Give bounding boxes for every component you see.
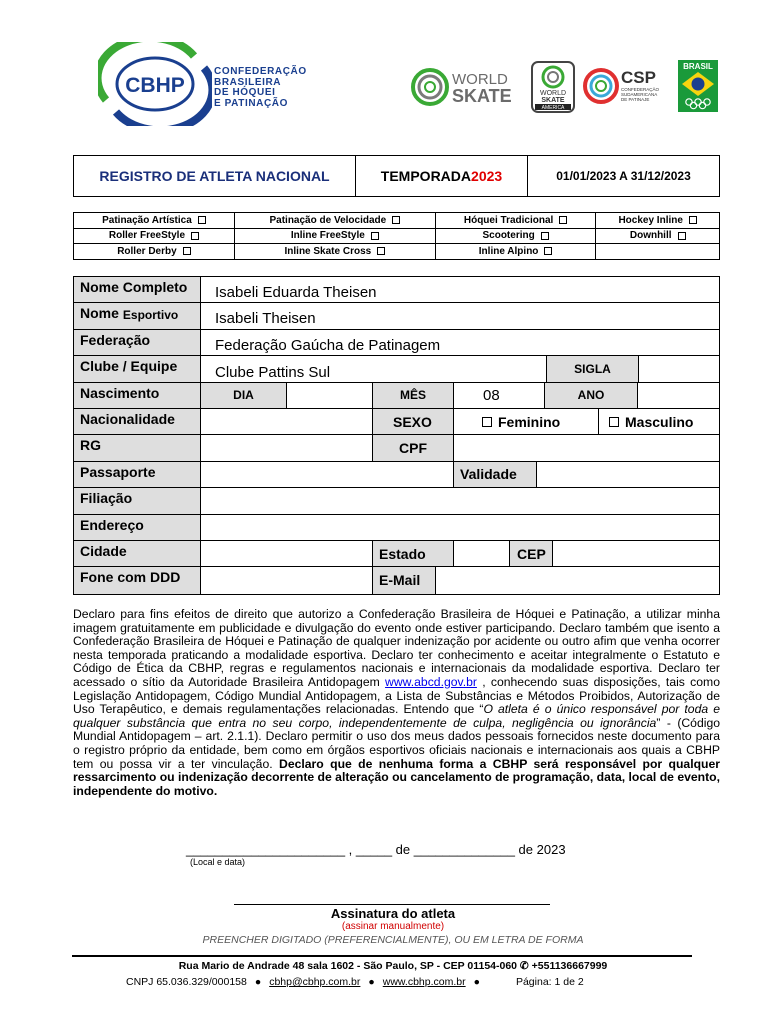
option-feminino[interactable]: Feminino (454, 409, 599, 434)
ws-world: WORLD (452, 71, 508, 88)
modality-patinacao-velocidade[interactable]: Patinação de Velocidade (234, 213, 435, 229)
field-rg[interactable] (201, 435, 373, 460)
modalities-table (73, 212, 720, 260)
checkbox-icon (541, 232, 549, 240)
field-mes[interactable]: 08 (454, 383, 545, 408)
label-cidade: Cidade (74, 541, 201, 566)
modality-empty (596, 244, 720, 260)
row-nome-completo (74, 277, 719, 303)
field-ano[interactable] (638, 383, 719, 408)
field-passaporte[interactable] (201, 462, 454, 487)
field-federacao[interactable]: Federação Gaúcha de Patinagem (215, 336, 441, 354)
temporada-title: TEMPORADA 2023 (356, 156, 528, 196)
checkbox-icon (191, 232, 199, 240)
modality-inline-alpino[interactable]: Inline Alpino (435, 244, 596, 260)
modality-patinacao-artistica[interactable]: Patinação Artística (74, 213, 235, 229)
label-endereco: Endereço (74, 515, 201, 540)
field-dia[interactable] (287, 383, 373, 408)
cob-brasil-logo (678, 60, 718, 112)
label-ano: ANO (545, 383, 638, 408)
label-validade: Validade (454, 462, 537, 487)
modality-inline-skate-cross[interactable]: Inline Skate Cross (234, 244, 435, 260)
row-nome-esportivo (74, 303, 719, 329)
option-masculino[interactable]: Masculino (599, 409, 719, 434)
title-row (73, 155, 720, 197)
row-nacionalidade (74, 409, 719, 435)
abcd-link[interactable]: www.abcd.gov.br (385, 674, 477, 689)
modality-hockey-inline[interactable]: Hockey Inline (596, 213, 720, 229)
label-filiacao: Filiação (74, 488, 201, 513)
field-clube[interactable]: Clube Pattins Sul (201, 356, 547, 381)
modality-roller-derby[interactable]: Roller Derby (74, 244, 235, 260)
footer-email-link[interactable]: cbhp@cbhp.com.br (269, 976, 361, 988)
footer-address: Rua Mario de Andrade 48 sala 1602 - São Paulo, SP - CEP 01154-060 ✆ +551136667999 (178, 960, 608, 972)
athlete-form (73, 276, 720, 595)
checkbox-icon (559, 216, 567, 224)
checkbox-icon (609, 417, 619, 427)
svg-text:SKATE: SKATE (541, 97, 565, 104)
label-federacao: Federação (74, 330, 201, 355)
label-mes: MÊS (373, 383, 454, 408)
modality-inline-freestyle[interactable]: Inline FreeStyle (234, 228, 435, 244)
row-federacao (74, 330, 719, 356)
label-email: E-Mail (373, 567, 436, 593)
label-estado: Estado (373, 541, 454, 566)
world-skate-logo (410, 66, 522, 108)
signature-line (234, 904, 550, 905)
svg-text:DE PATINAJE: DE PATINAJE (621, 97, 650, 102)
footer-site-link[interactable]: www.cbhp.com.br (382, 976, 466, 988)
label-cep: CEP (510, 541, 553, 566)
signature-title: Assinatura do atleta (330, 906, 456, 921)
label-cpf: CPF (373, 435, 454, 460)
bullet-icon: ● (368, 976, 375, 988)
checkbox-icon (678, 232, 686, 240)
checkbox-icon (689, 216, 697, 224)
cbhp-name: CONFEDERAÇÃO BRASILEIRA DE HÓQUEI E PATINAÇÃO (214, 66, 307, 109)
field-nome-completo[interactable]: Isabeli Eduarda Theisen (215, 284, 377, 301)
field-fone[interactable] (201, 567, 373, 593)
label-sigla: SIGLA (547, 356, 639, 381)
modality-scootering[interactable]: Scootering (435, 228, 596, 244)
field-cep[interactable] (553, 541, 719, 566)
row-endereco (74, 515, 719, 541)
fill-instruction: PREENCHER DIGITADO (PREFERENCIALMENTE), OU EM LETRA DE FORMA (202, 934, 584, 946)
label-dia: DIA (201, 383, 287, 408)
svg-text:WORLD: WORLD (539, 90, 567, 97)
svg-text:AMERICA: AMERICA (541, 105, 565, 111)
local-data-caption: (Local e data) (190, 857, 246, 867)
field-endereco[interactable] (201, 515, 719, 540)
svg-text:BRASIL: BRASIL (683, 62, 713, 71)
csp-logo (583, 64, 669, 108)
field-estado[interactable] (454, 541, 510, 566)
checkbox-icon (377, 247, 385, 255)
row-passaporte (74, 462, 719, 488)
label-nome-esportivo: Nome Esportivo (74, 303, 201, 328)
signature-note: (assinar manualmente) (341, 921, 445, 932)
row-nascimento (74, 383, 719, 409)
checkbox-icon (392, 216, 400, 224)
world-skate-america-logo (531, 61, 575, 113)
field-email[interactable] (436, 567, 719, 593)
cbhp-logo (98, 42, 212, 126)
date-line[interactable]: ______________________ , _____ de ______________ de 2023 (186, 842, 566, 857)
field-cidade[interactable] (201, 541, 373, 566)
checkbox-icon (198, 216, 206, 224)
declaration-text: Declaro para fins efeitos de direito que autorizo a Confederação Brasileira de Hóquei e Patinação, a utilizar minha imagem gratuitamente em publicidade e divulgação do evento onde estiver participando. Declaro também que isento a Confederação Brasileira de Hóquei e Patinação de qualquer indenização por acidente ou outro afim que venha ocorrer nesta temporada praticando a modalidade esportiva. Declaro ter conhecimento e aceitar integralmente o Estatuto e Código de Ética da CBHP, regras e regulamentos nacionais e internacionais da modalidade esportiva. Declaro ter acessado o sítio da Autoridade Brasileira Antidopagem www.abcd.gov.br , conhecendo suas disposições, tais como Legislação Antidopagem, Código Mundial Antidopagem, a Lista de Substâncias e Métodos Proibidos, Autorização de Uso Terapêutico, e demais regulamentações relacionadas. Entendo que “O atleta é o único responsável por toda e qualquer substância que entra no seu corpo, independentemente de culpa, negligência ou ignorância” - (Código Mundial Antidopagem – art. 2.1.1). Declaro permitir o uso dos meus dados pessoais fornecidos neste documento para o registro próprio da entidade, bem como em órgãos esportivos oficiais nacionais e internacionais aos quais a CBHP tem ou possa vir a ter vinculação. Declaro que de nenhuma forma a CBHP será responsável por qualquer ressarcimento ou indenização decorrente de alteração ou cancelamento de programação, data, local de evento, independente do motivo. (73, 607, 721, 798)
checkbox-icon (482, 417, 492, 427)
checkbox-icon (371, 232, 379, 240)
footer-page-number: Página: 1 de 2 (515, 976, 584, 988)
field-cpf[interactable] (454, 435, 719, 460)
field-nome-esportivo[interactable]: Isabeli Theisen (215, 310, 316, 328)
svg-text:CSP: CSP (621, 68, 656, 87)
field-filiacao[interactable] (201, 488, 719, 513)
label-rg: RG (74, 435, 201, 460)
registro-title: REGISTRO DE ATLETA NACIONAL (74, 156, 356, 196)
footer-contact (126, 976, 646, 988)
field-sigla[interactable] (639, 356, 719, 381)
row-clube (74, 356, 719, 382)
row-cidade (74, 541, 719, 567)
row-filiacao (74, 488, 719, 514)
label-sexo: SEXO (373, 409, 454, 434)
modality-hoquei-tradicional[interactable]: Hóquei Tradicional (435, 213, 596, 229)
season-period: 01/01/2023 A 31/12/2023 (556, 169, 691, 183)
svg-text:SUDAMERICANA: SUDAMERICANA (621, 92, 658, 97)
label-nome-completo: Nome Completo (74, 277, 201, 302)
label-fone: Fone com DDD (74, 567, 201, 593)
label-passaporte: Passaporte (74, 462, 201, 487)
checkbox-icon (544, 247, 552, 255)
row-fone (74, 567, 719, 593)
field-nacionalidade[interactable] (201, 409, 373, 434)
modality-roller-freestyle[interactable]: Roller FreeStyle (74, 228, 235, 244)
bullet-icon: ● (254, 976, 262, 988)
label-clube: Clube / Equipe (74, 356, 201, 381)
modality-downhill[interactable]: Downhill (596, 228, 720, 244)
checkbox-icon (183, 247, 191, 255)
label-nascimento: Nascimento (74, 383, 201, 408)
label-nacionalidade: Nacionalidade (74, 409, 201, 434)
cbhp-acronym: CBHP (125, 74, 185, 97)
footer-cnpj: CNPJ 65.036.329/000158 (126, 976, 247, 988)
row-rg (74, 435, 719, 461)
field-validade[interactable] (537, 462, 719, 487)
footer-divider (72, 955, 692, 957)
ws-skate: SKATE (452, 86, 512, 106)
bullet-icon: ● (473, 976, 480, 988)
svg-text:CONFEDERAÇÃO: CONFEDERAÇÃO (621, 87, 660, 92)
